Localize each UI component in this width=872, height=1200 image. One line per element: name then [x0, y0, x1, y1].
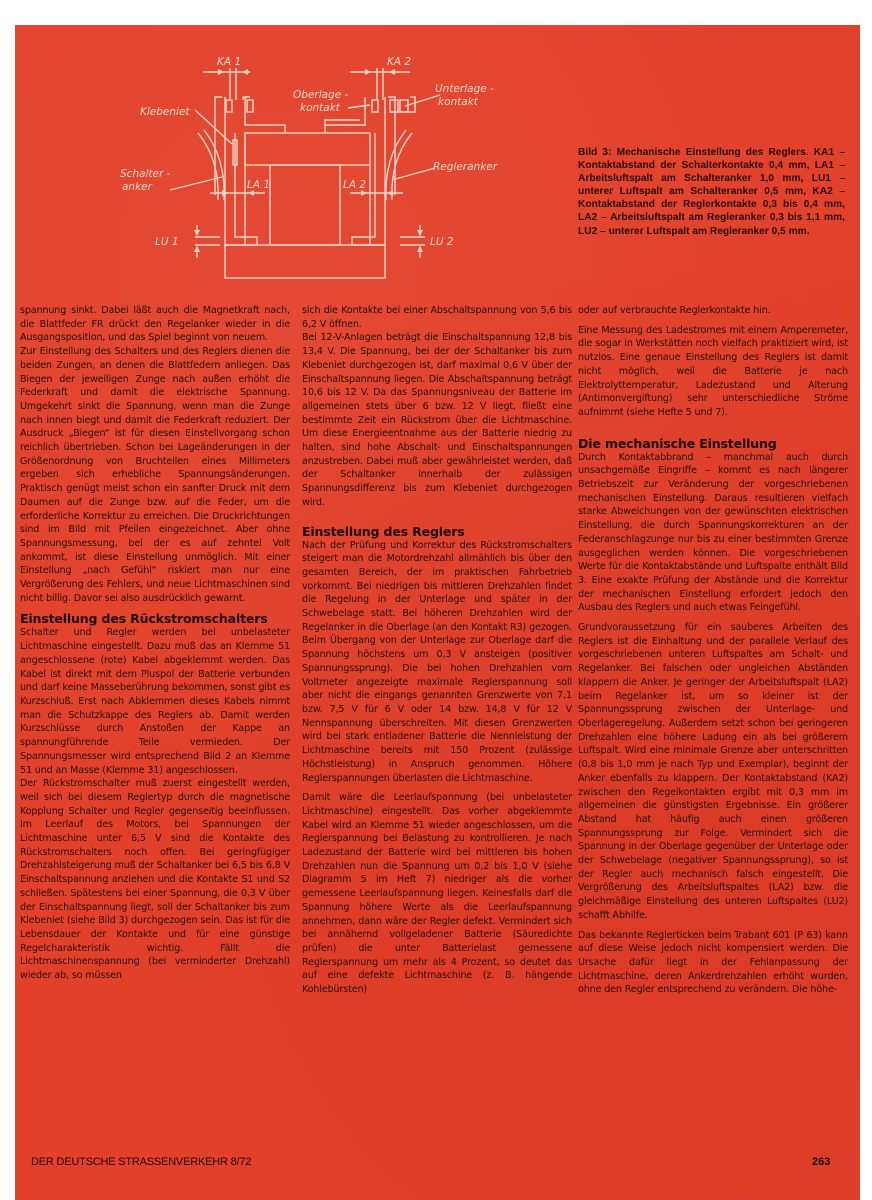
paragraph: Das bekannte Reglerticken beim Trabant 601 (P 63) kann auf diese Weise jedoch nicht kompensiert werden. Die Ursache dafür liegt in der Fehlanpassung der Lichtmaschine, deren Ankerdrehzahlen erhöht wurden, ohne den Regler entsprechend zu verändern. Die höhe- [578, 929, 848, 996]
label-la1: LA 1 [247, 179, 271, 191]
label-lu1: LU 1 [155, 236, 179, 248]
paragraph: oder auf verbrauchte Reglerkontakte hin. [578, 305, 771, 316]
label-la2: LA 2 [343, 179, 367, 191]
paragraph: Der Rückstromschalter muß zuerst eingestellt werden, weil sich bei diesem Reglertyp durch die magnetische Kopplung Schalter und Regler gegenseitig beeinflussen. Im Leerlauf des Motors, bei Spannungen der Lichtmaschine unter 6,5 V sind die Kontakte des Rückstromschalters noch offen. Bei geringfügiger Drehzahlsteigerung muß der Schaltanker bei 6,5 bis 6,8 V Einschaltspannung anziehen und die Kontakte S1 und S2 schließen. Spätestens bei einer Spannung, die 0,3 V über der Einschaltspannung liegt, soll der Schaltanker bis zum Klebeniet (siehe Bild 3) durchgezogen sein. Das ist für die Lebensdauer der Kontakte und für eine günstige Regelcharakteristik wichtig. Fällt die Lichtmaschinenspannung (bei verminderter Drehzahl) wieder ab, so müssen [20, 778, 290, 982]
section-heading-mechanische-einstellung: Die mechanische Einstellung [578, 435, 777, 451]
publication-footer: DER DEUTSCHE STRASSENVERKEHR 8/72 [31, 1156, 252, 1168]
page-number: 263 [812, 1156, 831, 1168]
paragraph: spannung sinkt. Dabei läßt auch die Magnetkraft nach, die Blattfeder FR drückt den Regelanker wieder in die Ausgangsposition, und das Spiel beginnt von neuem. [20, 305, 290, 344]
label-unterlage-kontakt-2: kontakt [438, 96, 478, 108]
magazine-page [15, 25, 860, 1200]
paragraph: Durch Kontaktabbrand – manchmal auch durch unsachgemäße Eingriffe – kommt es nach längerer Betriebszeit zur Veränderung der vorgeschriebenen mechanischen Einstellung. Daraus resultieren vielfach starke Abweichungen von der gewünschten elektrischen Einstellung, die durch Spannungskorrekturen an der Federanschlagzunge nur bis zu einer bestimmten Grenze ausgeglichen werden können. Die vorgeschriebenen Werte für die Kontaktabstände und Luftspalte enthält Bild 3. Eine exakte Prüfung der Abstände und die Korrektur der mechanischen Einstellung erfordert jedoch den Ausbau des Reglers und auch etwas Feingefühl. [578, 451, 848, 614]
label-regleranker: Regleranker [433, 161, 498, 173]
paragraph: Damit wäre die Leerlaufspannung (bei unbelasteter Lichtmaschine) eingestellt. Das vorher abgeklemmte Kabel wird an Klemme 51 wieder angeschlossen, um die Reglerspannung bei Belastung zu kontrollieren. Je nach Ladezustand der Batterie wird bei mittleren bis hohen Drehzahlen nun die Spannung um 0,2 bis 1,0 V (siehe Diagramm 5 im Heft 7) niedriger als die vorher gemessene Leerlaufspannung liegen. Keinesfalls darf die Spannung höhere Werte als die Leerlaufspannung annehmen, dann wäre der Regler defekt. Vermindert sich bei annähernd vollgeladener Batterie (Säuredichte prüfen) die unter Batterielast gemessene Reglerspannung um mehr als 4 Prozent, so deutet das auf eine defekte Lichtmaschine (z. B. hängende Kohlebürsten) [302, 792, 572, 996]
label-oberlage-kontakt-1: Oberlage - [293, 89, 349, 101]
mechanical-adjustment-drawing [100, 40, 520, 300]
text-column-2 [302, 304, 572, 997]
section-heading-rueckstromschalter: Einstellung des Rückstromschalters [20, 611, 268, 627]
paragraph: sich die Kontakte bei einer Abschaltspannung von 5,6 bis 6,2 V öffnen. [302, 305, 572, 330]
figure-caption: Bild 3: Mechanische Einstellung des Reglers. KA1 – Kontaktabstand der Schalterkontakte 0,4 mm, LA1 – Arbeitsluftspalt am Schalteranker 1,0 mm, LU1 – unterer Luftspalt am Schalteranker 0,5 mm, KA2 – Kontaktabstand der Reglerkontakte 0,3 bis 0,4 mm, LA2 – Arbeitsluftspalt am Regleranker 0,3 bis 1,1 mm, LU2 – unterer Luftspalt am Regleranker 0,5 mm. [578, 147, 845, 237]
paragraph: Schalter und Regler werden bei unbelasteter Lichtmaschine eingestellt. Dazu muß das an Klemme 51 angeschlossene (rote) Kabel abgeklemmt werden. Das Kabel ist direkt mit dem Pluspol der Batterie verbunden und darf keine Masseberührung bekommen, sonst gibt es Kurzschluß. Erst nach Abklemmen dieses Kabels nimmt man die Schutzkappe des Reglers ab. Damit werden Kurzschlüsse durch Anstoßen der Kappe an spannungführende Teile vermieden. Der Spannungsmesser wird entsprechend Bild 2 an Klemme 51 und an Masse (Klemme 31) angeschlossen. [20, 627, 290, 776]
paragraph: Nach der Prüfung und Korrektur des Rückstromschalters steigert man die Motordrehzahl allmählich bis über den gesamten Bereich, der im praktischen Fahrbetrieb vorkommt. Bei niedrigen bis mittleren Drehzahlen findet die Regelung in der Unterlage und später in der Schwebelage statt. Bei höheren Drehzahlen wird der Regelanker in die Oberlage (an den Kontakt R3) gezogen. Beim Übergang von der Unterlage zur Oberlage darf die Spannung höchstens um 0,3 V ansteigen (positiver Spannungssprung). Die bei hohen Drehzahlen vom Voltmeter angezeigte maximale Reglerspannung soll aber nicht die eingangs genannten Grenzwerte von 7,1 bzw. 7,5 V für 6 V oder 14 bzw. 14,8 V für 12 V Nennspannung überschreiten. Mit diesen Grenzwerten wird bei stark entladener Batterie die Nennleistung der Lichtmaschine bereits mit 150 Prozent (zulässige Höchstleistung) in Anspruch genommen. Höhere Reglerspannungen überlasten die Lichtmaschine. [302, 539, 572, 784]
label-lu2: LU 2 [430, 236, 454, 248]
paragraph: Grundvoraussetzung für ein sauberes Arbeiten des Reglers ist die Einhaltung und der parallele Verlauf des vorgeschriebenen unteren Luftspaltes am Schalt- und Regelanker. Bei falschen oder ungleichen Abständen klappern die Anker. Je geringer der Arbeitsluftspalt (LA2) beim Regelanker ist, um so kleiner ist der Spannungssprung zwischen der Unterlage- und Oberlageregelung. Außerdem setzt schon bei geringeren Drehzahlen eine höhere Ladung ein als bei größerem Luftspalt. Wird eine minimale Grenze aber unterschritten (0,8 bis 1,0 mm je nach Typ und Exemplar), beginnt der Anker ebenfalls zu klappern. Der Kontaktabstand (KA2) zwischen den Regelkontakten ergibt mit 0,3 mm im allgemeinen die günstigsten Ergebnisse. Ein größerer Abstand hat häufig auch einen größeren Spannungssprung zur Folge. Vermindert sich die Spannung in der Oberlage gegenüber der Unterlage oder der Schwebelage (negativer Spannungssprung), so ist der Regler auch mechanisch falsch eingestellt. Die Vergrößerung des Arbeitsluftspaltes (LA2) bzw. die gleichmäßige Einstellung des unteren Luftspaltes (LU2) schafft Abhilfe. [578, 622, 848, 921]
paragraph: Zur Einstellung des Schalters und des Reglers dienen die beiden Zungen, an denen die Blattfedern anliegen. Das Biegen der jeweiligen Zunge nach außen erhöht die Federkraft und damit die elektrische Spannung. Umgekehrt sinkt die Spannung, wenn man die Zunge nach innen biegt und damit die Federkraft reduziert. Der Ausdruck „Biegen“ ist für diesen Einstellvorgang schon reichlich übertrieben. Schon bei Lageänderungen in der Größenordnung von Bruchteilen eines Millimeters ergeben sich erhebliche Spannungsänderungen. Praktisch genügt meist schon ein sanfter Druck mit dem Daumen auf die Zunge bzw. auf die Feder, um die erforderliche Korrektur zu erreichen. Die Druckrichtungen sind im Bild mit Pfeilen eingezeichnet. Aber ohne Spannungsmessung, bei der es auf zehntel Volt ankommt, ist diese Einstellung unmöglich. Mit einer Einstellung „nach Gefühl“ riskiert man nur eine Vergrößerung des Fehlers, und neue Lichtmaschinen sind nicht billig. Davor sei also ausdrücklich gewarnt. [20, 346, 290, 604]
label-oberlage-kontakt-2: kontakt [300, 102, 340, 114]
label-klebeniet: Klebeniet [140, 106, 190, 118]
label-ka2: KA 2 [387, 56, 412, 68]
regulator-diagram [100, 40, 520, 300]
label-schalteranker-1: Schalter - [120, 168, 171, 180]
section-heading-regler: Einstellung des Reglers [302, 523, 465, 539]
label-ka1: KA 1 [217, 56, 242, 68]
paragraph: Eine Messung des Ladestromes mit einem Amperemeter, die sogar in Werkstätten noch vielfach praktiziert wird, ist nutzlos. Eine genaue Einstellung des Reglers ist damit nicht möglich, weil die Batterie je nach Elektrolyttemperatur, Ladezustand und Alterung (Antimonvergiftung) sehr unterschiedliche Ströme aufnimmt (siehe Hefte 5 und 7). [578, 324, 848, 418]
label-schalteranker-2: anker [122, 181, 152, 193]
paragraph: Bei 12-V-Anlagen beträgt die Einschaltspannung 12,8 bis 13,4 V. Die Spannung, bei der der Schaltanker bis zum Klebeniet durchgezogen ist, darf maximal 0,6 V über der Einschaltspannung liegen. Die Abschaltspannung beträgt 10,6 bis 12 V. Da das Spannungsniveau der Batterie im allgemeinen stets über 6 bzw. 12 V liegt, fließt eine bestimmte Zeit ein Rückstrom über die Lichtmaschine. Um diese Energieentnahme aus der Batterie niedrig zu halten, sind hohe Abschalt- und Einschaltspannungen anzustreben. Dabei muß aber gewährleistet werden, daß der Schaltanker innerhalb der zulässigen Spannungsdifferenz bis zum Klebeniet durchgezogen wird. [302, 332, 572, 508]
text-column-1 [20, 304, 290, 983]
label-unterlage-kontakt-1: Unterlage - [435, 83, 494, 95]
text-column-3 [578, 304, 848, 997]
